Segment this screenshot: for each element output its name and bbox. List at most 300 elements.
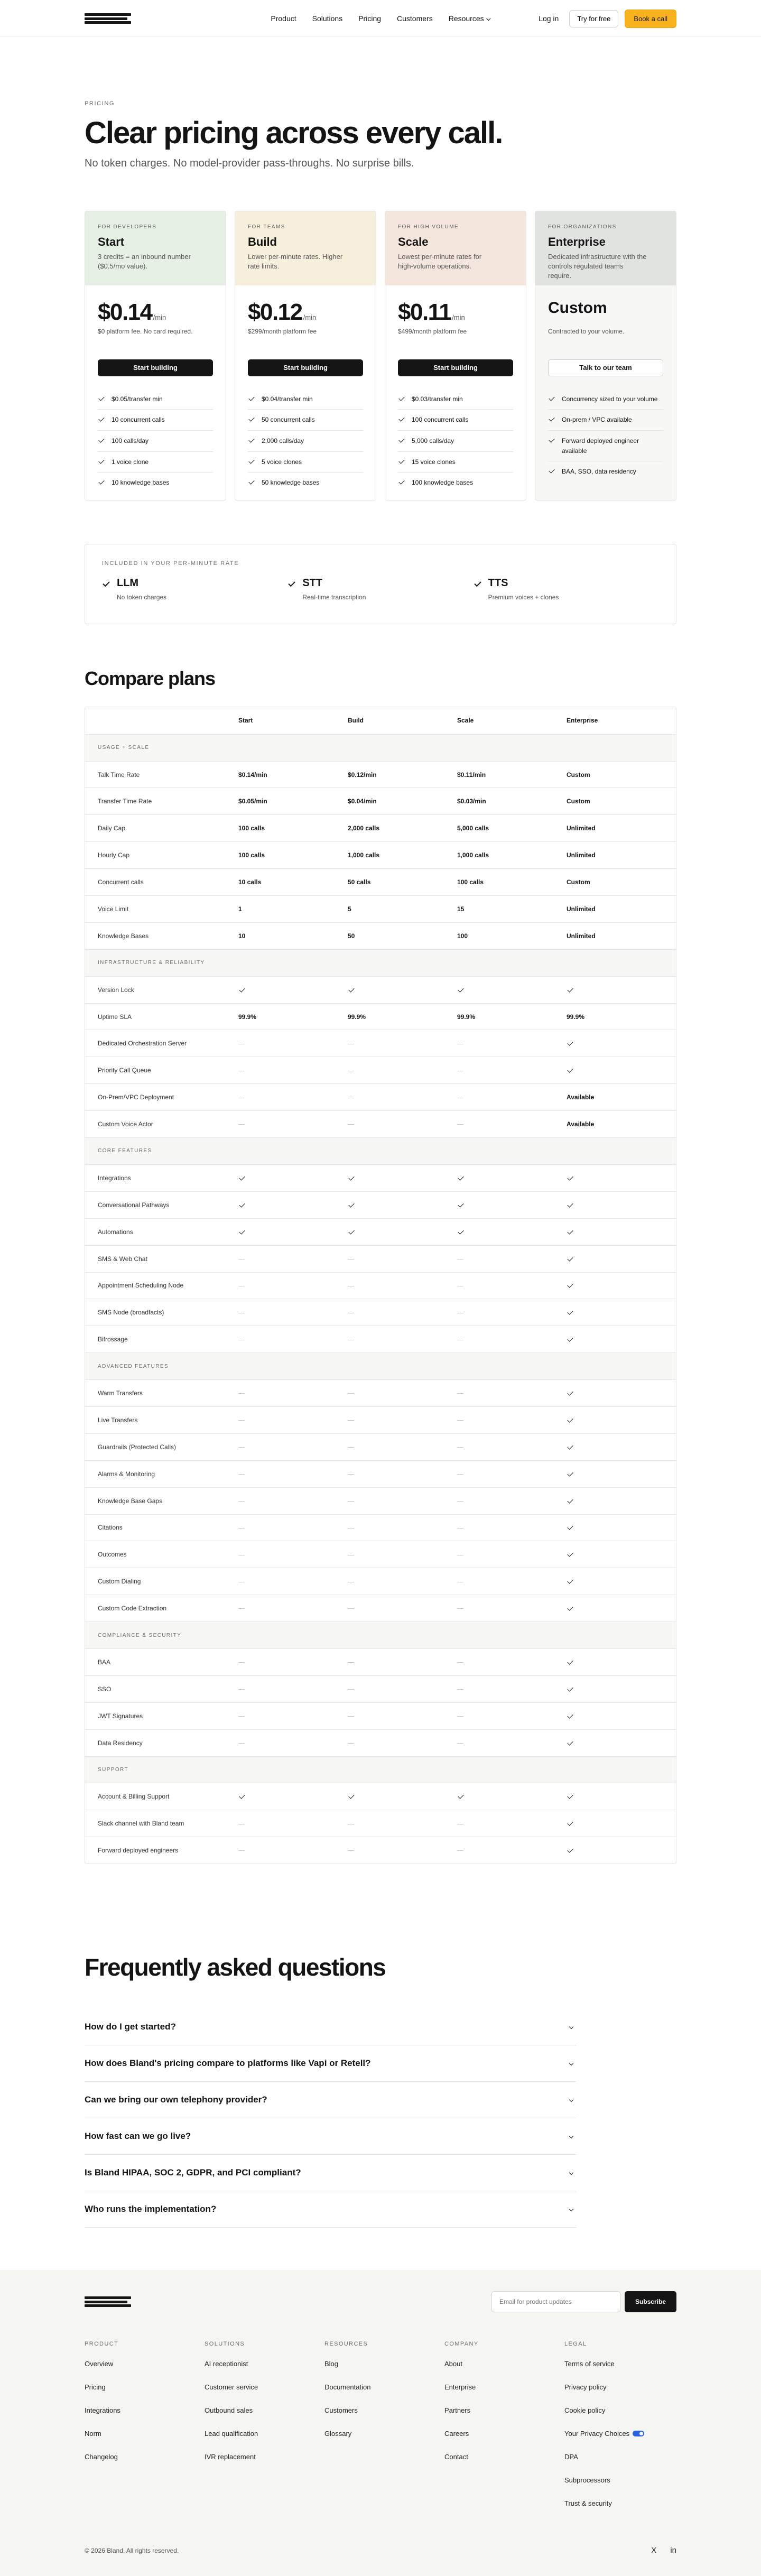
feature-label: Data Residency <box>98 1739 143 1747</box>
table-row <box>85 1326 676 1352</box>
table-cell <box>457 1443 567 1451</box>
included-name: TTS <box>488 577 508 589</box>
table-row <box>85 761 676 788</box>
table-row <box>85 1245 676 1272</box>
dash-icon <box>238 1608 245 1609</box>
dash-icon <box>457 1608 463 1609</box>
faq-item[interactable] <box>85 2191 576 2228</box>
footer-link-text: DPA <box>564 2453 578 2461</box>
plan-description: Dedicated infrastructure with the controls regulated teams require. <box>548 252 647 280</box>
included-box <box>85 544 676 624</box>
faq-question: How do I get started? <box>85 2022 176 2032</box>
table-cell <box>457 1416 567 1424</box>
plan-card-start <box>85 211 226 501</box>
plan-name: Enterprise <box>548 235 606 248</box>
table-cell <box>567 1793 676 1800</box>
cell-value: 15 <box>457 905 465 913</box>
footer-links <box>85 2360 205 2476</box>
table-cell <box>567 1282 676 1289</box>
cell-value: 99.9% <box>348 1013 366 1021</box>
table-cell <box>348 1255 457 1263</box>
table-cell <box>567 771 676 779</box>
check-icon <box>98 395 104 401</box>
included-sub: Premium voices + clones <box>488 593 559 601</box>
footer-link[interactable] <box>564 2383 670 2406</box>
footer-link[interactable] <box>205 2430 324 2453</box>
footer-link-text: Pricing <box>85 2383 106 2392</box>
plan-body <box>385 285 526 500</box>
table-cell <box>348 824 457 832</box>
table-cell <box>567 1712 676 1720</box>
table-cell <box>238 1578 348 1585</box>
feature-text: 10 knowledge bases <box>112 479 170 487</box>
cell-value: 100 calls <box>238 824 265 832</box>
dash-icon <box>348 1447 354 1448</box>
x-icon[interactable]: X <box>651 2546 657 2555</box>
chevron-down-icon <box>486 16 490 21</box>
feature-label: Appointment Scheduling Node <box>98 1282 184 1290</box>
feature-text: Concurrency sized to your volume <box>562 395 658 403</box>
feature-label: Citations <box>98 1524 123 1532</box>
try-free-button[interactable]: Try for free <box>569 10 618 27</box>
footer-link[interactable] <box>444 2383 564 2406</box>
cell-value: Available <box>567 1094 595 1101</box>
cell-value: 1,000 calls <box>348 851 380 859</box>
table-section-row <box>85 949 676 976</box>
table-cell <box>457 1739 567 1747</box>
table-cell <box>238 851 348 859</box>
table-cell <box>567 1040 676 1047</box>
compare-title: Compare plans <box>85 667 216 689</box>
feature-text: 50 concurrent calls <box>262 416 315 424</box>
feature-label: Voice Limit <box>98 905 129 913</box>
check-icon <box>567 1282 573 1288</box>
feature-item <box>98 430 213 451</box>
included-sub: No token charges <box>117 593 167 601</box>
footer-column-heading: SOLUTIONS <box>205 2341 245 2348</box>
check-icon <box>567 1793 573 1799</box>
footer-link[interactable] <box>564 2453 670 2476</box>
platform-fee: $0 platform fee. No card required. <box>98 327 193 335</box>
table-cell <box>238 1282 348 1289</box>
feature-item <box>248 430 363 451</box>
footer-links <box>444 2360 564 2476</box>
table-cell <box>567 1120 676 1128</box>
compare-col-build: Build <box>348 717 364 725</box>
footer-link[interactable] <box>444 2430 564 2453</box>
feature-text: 15 voice clones <box>412 458 456 466</box>
footer-link[interactable] <box>564 2406 670 2430</box>
bland-logo[interactable] <box>85 13 131 24</box>
footer-link-text: Norm <box>85 2430 101 2438</box>
feature-label: Account & Billing Support <box>98 1793 170 1801</box>
table-cell <box>457 1174 567 1182</box>
table-row <box>85 1783 676 1810</box>
check-icon <box>567 1255 573 1261</box>
nav-link-resources[interactable] <box>449 14 490 23</box>
check-icon <box>398 437 404 442</box>
footer-link-text: Outbound sales <box>205 2406 253 2415</box>
book-call-button[interactable]: Book a call <box>625 10 676 28</box>
feature-text: 100 concurrent calls <box>412 416 469 424</box>
check-icon <box>567 1658 573 1664</box>
table-cell <box>348 1605 457 1612</box>
nav-link-pricing[interactable]: Pricing <box>358 14 382 23</box>
check-icon <box>98 479 104 485</box>
table-cell <box>238 1793 348 1800</box>
table-cell <box>348 1416 457 1424</box>
table-cell <box>238 1067 348 1074</box>
table-cell <box>567 1470 676 1478</box>
table-cell <box>457 1094 567 1101</box>
feature-label: Custom Code Extraction <box>98 1605 167 1613</box>
footer-logo[interactable] <box>85 2296 131 2307</box>
faq-item[interactable] <box>85 2155 576 2191</box>
nav-actions <box>539 10 676 28</box>
faq-list <box>85 2009 576 2228</box>
table-cell <box>567 878 676 886</box>
feature-label: Automations <box>98 1228 133 1236</box>
table-cell <box>348 1067 457 1074</box>
table-cell <box>567 1309 676 1316</box>
table-cell <box>567 824 676 832</box>
footer-link[interactable] <box>564 2360 670 2383</box>
table-cell <box>348 1120 457 1128</box>
login-link[interactable]: Log in <box>539 14 559 23</box>
table-cell <box>348 1793 457 1800</box>
feature-label: Slack channel with Bland team <box>98 1820 184 1828</box>
table-row <box>85 1702 676 1729</box>
check-icon <box>289 580 295 587</box>
table-cell <box>567 1201 676 1209</box>
dash-icon <box>457 1447 463 1448</box>
table-cell <box>238 771 348 779</box>
table-cell <box>567 1847 676 1854</box>
plan-description: Lowest per-minute rates for high-volume operations. <box>398 252 482 270</box>
footer-link[interactable] <box>324 2360 444 2383</box>
faq-item[interactable] <box>85 2045 576 2082</box>
feature-item <box>548 409 663 430</box>
talk-to-team-button[interactable]: Talk to our team <box>548 359 663 376</box>
footer-link-text: Enterprise <box>444 2383 476 2392</box>
dash-icon <box>238 1393 245 1394</box>
table-cell <box>348 798 457 805</box>
hero-eyebrow: PRICING <box>85 100 115 107</box>
cell-value: $0.03/min <box>457 798 486 805</box>
table-cell <box>457 878 567 886</box>
chevron-down-icon <box>569 2061 573 2065</box>
footer-link[interactable] <box>205 2360 324 2383</box>
feature-item <box>98 451 213 472</box>
dash-icon <box>457 1501 463 1502</box>
footer-column-heading: LEGAL <box>564 2341 587 2348</box>
table-cell <box>238 1739 348 1747</box>
feature-item <box>248 409 363 430</box>
faq-item[interactable] <box>85 2082 576 2118</box>
plan-header <box>235 211 376 285</box>
section-label: USAGE + SCALE <box>98 745 150 751</box>
check-icon <box>398 416 404 422</box>
compare-col-scale: Scale <box>457 717 474 725</box>
footer-link[interactable] <box>85 2406 205 2430</box>
table-row <box>85 814 676 841</box>
check-icon <box>567 1524 573 1530</box>
plan-card-build <box>235 211 376 501</box>
plan-body <box>235 285 376 500</box>
start-building-button[interactable]: Start building <box>248 359 363 376</box>
table-cell <box>348 878 457 886</box>
check-icon <box>248 395 254 401</box>
footer-link[interactable] <box>324 2406 444 2430</box>
subscribe-button[interactable]: Subscribe <box>625 2291 676 2312</box>
check-icon <box>567 1067 573 1073</box>
check-icon <box>567 1040 573 1046</box>
table-cell <box>457 1309 567 1316</box>
check-icon <box>567 1820 573 1826</box>
feature-label: Custom Dialing <box>98 1578 141 1586</box>
table-row <box>85 895 676 922</box>
included-item-llm <box>102 577 287 601</box>
table-cell <box>567 1820 676 1827</box>
table-cell <box>567 986 676 994</box>
check-icon <box>567 1551 573 1557</box>
newsletter-form <box>491 2291 676 2312</box>
footer-link-text: Integrations <box>85 2406 120 2415</box>
table-row <box>85 787 676 814</box>
table-cell <box>567 1658 676 1666</box>
price-unit: /min <box>153 313 166 321</box>
check-icon <box>248 458 254 464</box>
check-icon <box>567 1605 573 1610</box>
platform-fee: Contracted to your volume. <box>548 327 625 335</box>
table-cell <box>457 798 567 805</box>
faq-item[interactable] <box>85 2009 576 2045</box>
plan-description: 3 credits = an inbound number ($0.5/mo value). <box>98 252 191 270</box>
feature-label: Hourly Cap <box>98 851 130 859</box>
table-row <box>85 1191 676 1218</box>
cell-value: Available <box>567 1120 595 1128</box>
dash-icon <box>238 1689 245 1690</box>
table-cell <box>238 1336 348 1343</box>
footer-link[interactable] <box>444 2453 564 2476</box>
table-cell <box>567 851 676 859</box>
check-icon <box>549 395 554 401</box>
plan-features <box>398 389 513 493</box>
table-cell <box>238 1551 348 1558</box>
table-row <box>85 1218 676 1245</box>
table-row <box>85 1729 676 1756</box>
feature-label: Daily Cap <box>98 824 126 832</box>
table-cell <box>238 1040 348 1047</box>
plan-name: Build <box>248 235 277 248</box>
start-building-button[interactable]: Start building <box>98 359 213 376</box>
faq-item[interactable] <box>85 2118 576 2155</box>
feature-item <box>98 409 213 430</box>
feature-item <box>398 409 513 430</box>
footer-link[interactable] <box>444 2360 564 2383</box>
table-cell <box>348 1847 457 1854</box>
feature-item <box>248 389 363 410</box>
footer-link[interactable] <box>564 2499 670 2523</box>
cell-value: $0.12/min <box>348 771 377 779</box>
check-icon <box>567 1416 573 1422</box>
check-icon <box>567 1739 573 1745</box>
nav-link-solutions[interactable]: Solutions <box>312 14 343 23</box>
footer-link[interactable] <box>564 2430 670 2453</box>
price-amount: $0.11 <box>398 299 451 325</box>
dash-icon <box>457 1420 463 1421</box>
table-cell <box>348 1094 457 1101</box>
footer-link[interactable] <box>205 2383 324 2406</box>
table-cell <box>457 905 567 913</box>
footer-link[interactable] <box>324 2430 444 2453</box>
included-sub: Real-time transcription <box>302 593 366 601</box>
cell-value: $0.04/min <box>348 798 377 805</box>
footer-link-text: Changelog <box>85 2453 118 2461</box>
table-row <box>85 1514 676 1541</box>
footer-link[interactable] <box>85 2430 205 2453</box>
start-building-button[interactable]: Start building <box>398 359 513 376</box>
dash-icon <box>238 1447 245 1448</box>
feature-label: Bifrossage <box>98 1336 128 1343</box>
table-cell <box>238 1255 348 1263</box>
feature-text: 5,000 calls/day <box>412 437 454 444</box>
copyright: © 2026 Bland. All rights reserved. <box>85 2546 179 2554</box>
footer-column-legal <box>564 2341 670 2523</box>
footer-link[interactable] <box>85 2383 205 2406</box>
footer-link[interactable] <box>564 2476 670 2499</box>
check-icon <box>348 1174 354 1180</box>
feature-label: Priority Call Queue <box>98 1067 151 1074</box>
table-cell <box>457 1551 567 1558</box>
check-icon <box>398 479 404 485</box>
table-cell <box>238 986 348 994</box>
table-cell <box>348 851 457 859</box>
cell-value: 1 <box>238 905 242 913</box>
footer-link[interactable] <box>205 2453 324 2476</box>
check-icon <box>549 468 554 474</box>
table-cell <box>567 1524 676 1531</box>
plan-price <box>398 299 513 326</box>
footer-link-text: Careers <box>444 2430 469 2438</box>
footer-link-text: Overview <box>85 2360 114 2368</box>
footer-link-text: Customer service <box>205 2383 258 2392</box>
table-cell <box>457 1201 567 1209</box>
plan-body <box>85 285 226 500</box>
feature-item <box>398 430 513 451</box>
table-cell <box>567 1578 676 1585</box>
dash-icon <box>457 1850 463 1851</box>
faq-question: How fast can we go live? <box>85 2131 191 2142</box>
table-row <box>85 1379 676 1406</box>
table-row <box>85 1541 676 1568</box>
check-icon <box>398 395 404 401</box>
cell-value: $0.05/min <box>238 798 267 805</box>
plan-name: Start <box>98 235 125 248</box>
included-items <box>102 577 659 601</box>
table-cell <box>348 1578 457 1585</box>
footer-link-text: AI receptionist <box>205 2360 248 2368</box>
table-cell <box>457 1067 567 1074</box>
faq-question: Who runs the implementation? <box>85 2204 217 2214</box>
plan-description: Lower per-minute rates. Higher rate limits. <box>248 252 343 270</box>
dash-icon <box>348 1689 354 1690</box>
check-icon <box>98 458 104 464</box>
table-cell <box>238 1201 348 1209</box>
feature-item <box>398 451 513 472</box>
cell-value: 100 calls <box>457 878 484 886</box>
table-cell <box>457 1712 567 1720</box>
plan-price <box>98 299 213 326</box>
table-cell <box>348 1228 457 1236</box>
check-icon <box>549 416 554 422</box>
cell-value: Custom <box>567 798 590 805</box>
footer-link-text: Glossary <box>324 2430 352 2438</box>
table-cell <box>567 1551 676 1558</box>
platform-fee: $299/month platform fee <box>248 327 317 335</box>
table-row <box>85 1406 676 1433</box>
table-cell <box>238 905 348 913</box>
table-cell <box>348 1336 457 1343</box>
footer-link-text: Subprocessors <box>564 2476 610 2485</box>
check-icon <box>567 1174 573 1180</box>
footer-link[interactable] <box>205 2406 324 2430</box>
footer-link[interactable] <box>85 2453 205 2476</box>
section-label: ADVANCED FEATURES <box>98 1363 169 1369</box>
table-row <box>85 1568 676 1595</box>
table-cell <box>238 1389 348 1397</box>
cell-value: 2,000 calls <box>348 824 380 832</box>
cell-value: 100 <box>457 932 468 940</box>
table-row <box>85 1083 676 1110</box>
top-nav <box>0 0 761 37</box>
table-cell <box>567 1605 676 1612</box>
included-name: LLM <box>117 577 139 589</box>
feature-label: Live Transfers <box>98 1416 138 1424</box>
table-cell <box>348 1389 457 1397</box>
section-label: INFRASTRUCTURE & RELIABILITY <box>98 960 205 966</box>
dash-icon <box>457 1474 463 1475</box>
table-cell <box>457 932 567 940</box>
table-cell <box>457 986 567 994</box>
nav-link-customers[interactable]: Customers <box>397 14 433 23</box>
feature-label: SSO <box>98 1685 112 1693</box>
check-icon <box>567 1847 573 1852</box>
nav-link-product[interactable]: Product <box>271 14 296 23</box>
check-icon <box>348 986 354 992</box>
linkedin-icon[interactable]: in <box>670 2546 676 2555</box>
newsletter-email-input[interactable] <box>491 2291 620 2312</box>
footer-links <box>564 2360 670 2523</box>
table-cell <box>567 1174 676 1182</box>
footer-link[interactable] <box>324 2383 444 2406</box>
hero <box>85 37 676 170</box>
feature-item <box>548 389 663 410</box>
table-cell <box>567 798 676 805</box>
table-cell <box>348 1658 457 1666</box>
table-cell <box>348 1040 457 1047</box>
plan-tag: FOR TEAMS <box>248 224 285 230</box>
table-cell <box>238 1820 348 1827</box>
table-cell <box>348 771 457 779</box>
table-cell <box>238 1094 348 1101</box>
footer-link[interactable] <box>444 2406 564 2430</box>
cell-value: 5 <box>348 905 351 913</box>
feature-label: Conversational Pathways <box>98 1201 170 1209</box>
feature-item <box>398 472 513 493</box>
footer-link[interactable] <box>85 2360 205 2383</box>
dash-icon <box>348 1393 354 1394</box>
